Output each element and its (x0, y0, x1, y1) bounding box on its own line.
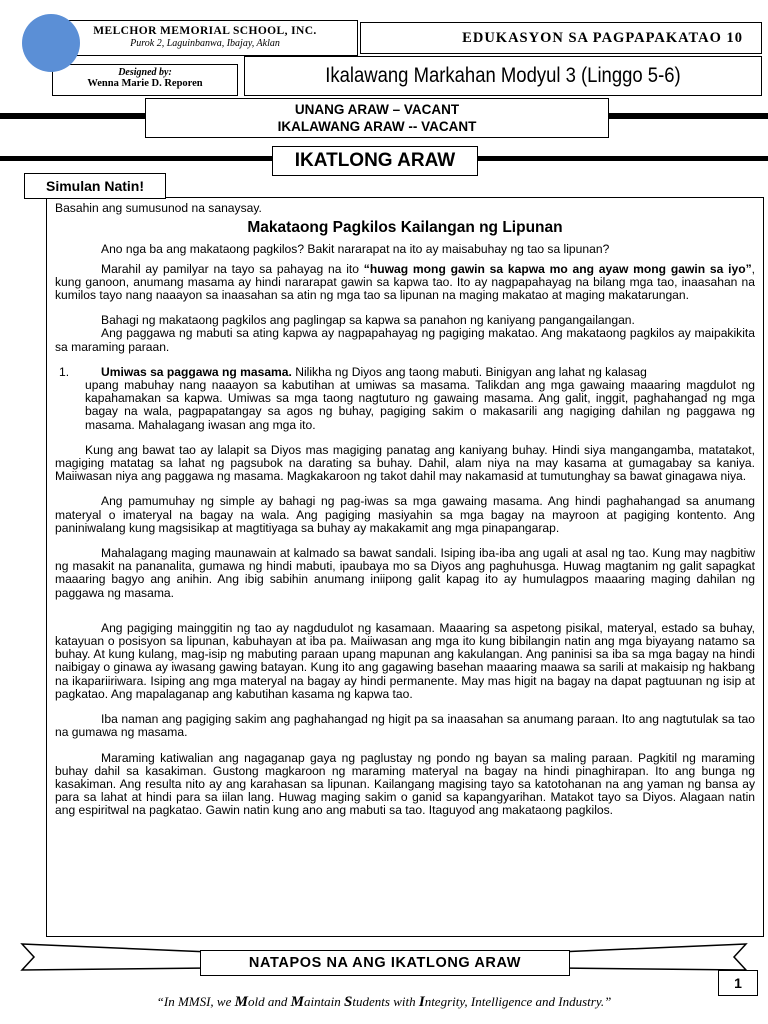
paragraph: Mahalagang maging maunawain at kalmado sa bawat sandali. Isiping iba-iba ang ugali at asal ng tao. Kung may nagbitiw ng masakit na pananalita, gumawa ng hindi mabuti, ipaubaya mo sa Diyos ang paghuhusga. Huwag magtanim ng galit sapagkat maaaring bagyo ang anihin. Ang ibig sabihin anumang iniipong galit kapag ito ay humulagpos maaaring maging dahilan ng paggawa ng masama. (55, 546, 755, 600)
paragraph: Maraming katiwalian ang nagaganap gaya ng paglustay ng pondo ng bayan sa maling paraan. Pagkitil ng maraming buhay dahil sa kasakiman. Gustong magkaroon ng maraming materyal na bagay na hindi pinaghirapan. Ito ang bunga ng kasakiman. Ang resulta nito ay ang karahasan sa lipunan. Kailangang magising tayo sa katotohanan na ang yaman ng bansa ay para sa lahat at hindi para sa iilan lang. Huwag maging sakim o ganid sa kapangyarihan. Matakot tayo sa Diyos. Alagaan natin ang espiritwal na pagkatao. Gawin natin kung ano ang mabuti sa tao. Itaguyod ang makataong pagkilos. (55, 750, 755, 818)
school-address: Purok 2, Laguinbanwa, Ibajay, Aklan (130, 37, 280, 49)
intro-text: Basahin ang sumusunod na sanaysay. (55, 201, 262, 215)
essay-content (46, 197, 764, 937)
school-logo (22, 14, 80, 72)
paragraph: Kung ang bawat tao ay lalapit sa Diyos mas magiging panatag ang kaniyang buhay. Hindi siya mangangamba, matatakot, magiging matatag sa lahat ng pagsubok na darating sa buhay. Dahil, alam niya na may kasama at gumagabay sa kaniya. Maiiwasan niya ang paggawa ng masama. Magkakaroon ng takot dahil may nakamasid at tumutunghay sa bawat ginagawa niya. (55, 442, 755, 484)
list-item-heading: Umiwas sa paggawa ng masama. (101, 364, 292, 379)
paragraph: Ano nga ba ang makataong pagkilos? Bakit nararapat na ito ay maisabuhay ng tao sa lipunan? (101, 242, 610, 257)
end-of-day-label: NATAPOS NA ANG IKATLONG ARAW (200, 950, 570, 976)
essay-title: Makataong Pagkilos Kailangan ng Lipunan (247, 219, 563, 237)
paragraph: Iba naman ang pagiging sakim ang paghahangad ng higit pa sa inaasahan sa anumang paraan. Ito ang nagtutulak sa tao na gumawa ng masama. (55, 712, 755, 740)
vacant-line-1: UNANG ARAW – VACANT (294, 102, 460, 117)
divider-left (0, 113, 146, 119)
school-header (52, 20, 358, 56)
page-number: 1 (718, 970, 758, 996)
day-title: IKATLONG ARAW (272, 146, 478, 176)
module-title-box (244, 56, 762, 96)
designer-label: Designed by: (118, 67, 172, 78)
paragraph: Ang paggawa ng mabuti sa ating kapwa ay nagpapahayag ng pagiging makatao. Ang makataong pagkilos ay maipakikita sa maraming paraan. (55, 326, 755, 354)
paragraph: Ang pamumuhay ng simple ay bahagi ng pag-iwas sa mga gawaing masama. Ang hindi paghahangad sa anumang materyal o imateryal na bagay na wala. Ang pagiging masiyahin sa mga bagay na mayroon at pagiging kontento. Ang paniniwalang kung magsisikap at magtitiyaga sa buhay ay makakamit ang mga pinapangarap. (55, 494, 755, 535)
list-item-number: 1. (59, 364, 70, 379)
school-motto: “In MMSI, we Mold and Maintain Students with Integrity, Intelligence and Industry.” (156, 994, 612, 1010)
list-item-text: upang mabuhay nang naaayon sa kabutihan at umiwas sa masama. Talikdan ang mga gawaing maaaring magdulot ng kapahamakan sa kapwa. Umiwas sa mga taong nagtuturo ng gawaing masama. Ang galit, inggit, paghahangad ng mga bagay na wala, pagpapatangay sa agos ng buhay, pagiging sakim o makasarili ang nagiging dahilan ng paggawa ng masama. Mahalagang iwasan ang mga ito. (85, 378, 755, 432)
paragraph: Marahil ay pamilyar na tayo sa pahayag na ito “huwag mong gawin sa kapwa mo ang ayaw mong gawin sa iyo”, kung ganoon, anumang masama ay hindi nararapat gawin sa kapwa tao. Ito ay nagpapahayag na bilang mga tao, inaasahan na kumilos tayo nang naaayon sa inaasahan sa atin ng mga tao sa lipunan na maging makatao at maging makatarungan. (55, 261, 755, 303)
designer-box (52, 64, 238, 96)
quoted-proverb: “huwag mong gawin sa kapwa mo ang ayaw mong gawin sa iyo” (363, 261, 752, 276)
divider-right (608, 113, 768, 119)
vacant-days-box (145, 98, 609, 138)
section-label: Simulan Natin! (24, 173, 166, 199)
list-item: 1. Umiwas sa paggawa ng masama. Nilikha ng Diyos ang taong mabuti. Binigyan ang lahat ng kalasag upang mabuhay nang naaayon sa kabutihan at umiwas sa masama. Talikdan ang mga gawaing maaaring magdulot ng kapahamakan sa kapwa. Umiwas sa mga taong nagtuturo ng gawaing masama. Ang galit, inggit, paghahangad ng mga bagay na wala, pagpapatangay sa agos ng buhay, pagiging sakim o makasarili ang nagiging dahilan ng paggawa ng masama. Mahalagang iwasan ang mga ito. (55, 366, 755, 432)
school-name: MELCHOR MEMORIAL SCHOOL, INC. (93, 25, 317, 37)
vacant-line-2: IKALAWANG ARAW -- VACANT (277, 119, 477, 134)
module-title: Ikalawang Markahan Modyul 3 (Linggo 5-6) (325, 64, 681, 87)
subject-title: EDUKASYON SA PAGPAPAKATAO 10 (360, 22, 762, 54)
paragraph: Bahagi ng makataong pagkilos ang paglingap sa kapwa sa panahon ng kaniyang pangangailangan. (101, 313, 635, 328)
designer-name: Wenna Marie D. Reporen (87, 78, 203, 89)
paragraph: Ang pagiging mainggitin ng tao ay nagdudulot ng kasamaan. Maaaring sa aspetong pisikal, materyal, estado sa buhay, katayuan o posisyon sa lipunan, kabuhayan at iba pa. Maiiwasan ang mga ito kung bibilangin natin ang mga biyayang natamo sa buhay. At kung kulang, mag-isip ng mabuting paraan upang mapunan ang kakulangan. Ang paninisi sa iba sa mga bagay na hindi naibigay o ginawa ay iwasang gawing batayan. Kung ito ang gagawing basehan maaaring maawa sa sarili at makaisip ng hakbang na ikapariiriwara. Isiping ang mga materyal na bagay ay hindi permanente. May mas higit na bagay na dapat pagtuunan ng isip at pagkatao. Ang mapalaganap ang kabutihan kasama ng kapwa tao. (55, 620, 755, 701)
